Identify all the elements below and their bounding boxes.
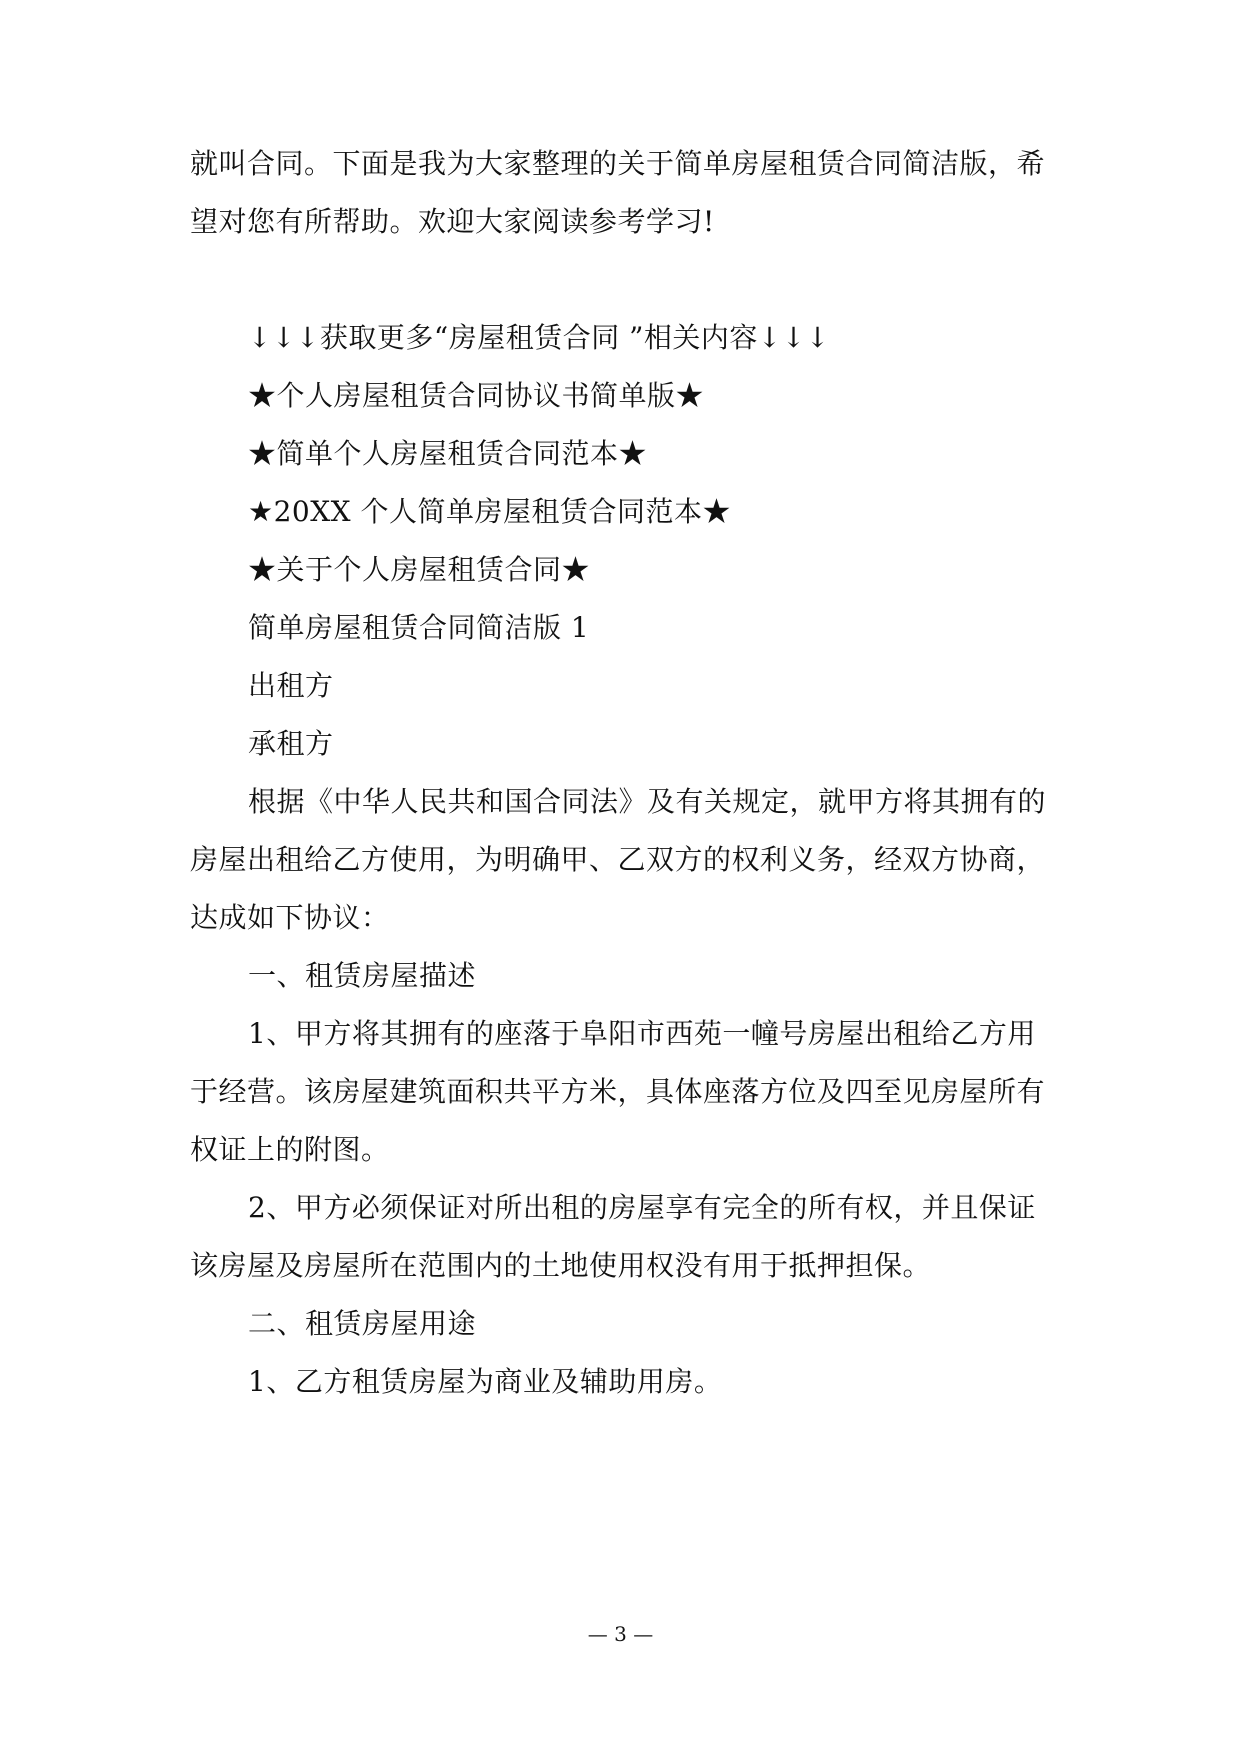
related-link-2[interactable]: ★简单个人房屋租赁合同范本★ bbox=[248, 437, 648, 470]
lessor-label: 出租方 bbox=[248, 669, 334, 702]
preamble-line-2: 房屋出租给乙方使用，为明确甲、乙双方的权利义务，经双方协商， bbox=[190, 843, 1046, 876]
section1-item2-line-1: 2、甲方必须保证对所出租的房屋享有完全的所有权，并且保证 bbox=[248, 1191, 1036, 1224]
intro-line-1: 就叫合同。下面是我为大家整理的关于简单房屋租赁合同简洁版，希 bbox=[190, 147, 1046, 180]
section2-item1: 1、乙方租赁房屋为商业及辅助用房。 bbox=[248, 1365, 723, 1398]
related-link-1[interactable]: ★个人房屋租赁合同协议书简单版★ bbox=[248, 379, 705, 412]
intro-line-2: 望对您有所帮助。欢迎大家阅读参考学习! bbox=[190, 205, 715, 238]
contract-title: 简单房屋租赁合同简洁版 1 bbox=[248, 611, 590, 644]
lessee-label: 承租方 bbox=[248, 727, 334, 760]
section1-item1-line-1: 1、甲方将其拥有的座落于阜阳市西苑一幢号房屋出租给乙方用 bbox=[248, 1017, 1036, 1050]
preamble-line-3: 达成如下协议： bbox=[190, 901, 390, 934]
page-number: — 3 — bbox=[587, 1622, 654, 1646]
section2-heading: 二、租赁房屋用途 bbox=[248, 1307, 477, 1340]
related-link-4[interactable]: ★关于个人房屋租赁合同★ bbox=[248, 553, 591, 586]
related-link-3[interactable]: ★20XX 个人简单房屋租赁合同范本★ bbox=[248, 495, 731, 528]
section1-item1-line-3: 权证上的附图。 bbox=[190, 1133, 390, 1166]
more-content-link[interactable]: ↓↓↓获取更多“房屋租赁合同 ”相关内容↓↓↓ bbox=[248, 321, 830, 354]
section1-heading: 一、租赁房屋描述 bbox=[248, 959, 477, 992]
section1-item2-line-2: 该房屋及房屋所在范围内的土地使用权没有用于抵押担保。 bbox=[190, 1249, 932, 1282]
section1-item1-line-2: 于经营。该房屋建筑面积共平方米，具体座落方位及四至见房屋所有 bbox=[190, 1075, 1046, 1108]
preamble-line-1: 根据《中华人民共和国合同法》及有关规定，就甲方将其拥有的 bbox=[248, 785, 1047, 818]
